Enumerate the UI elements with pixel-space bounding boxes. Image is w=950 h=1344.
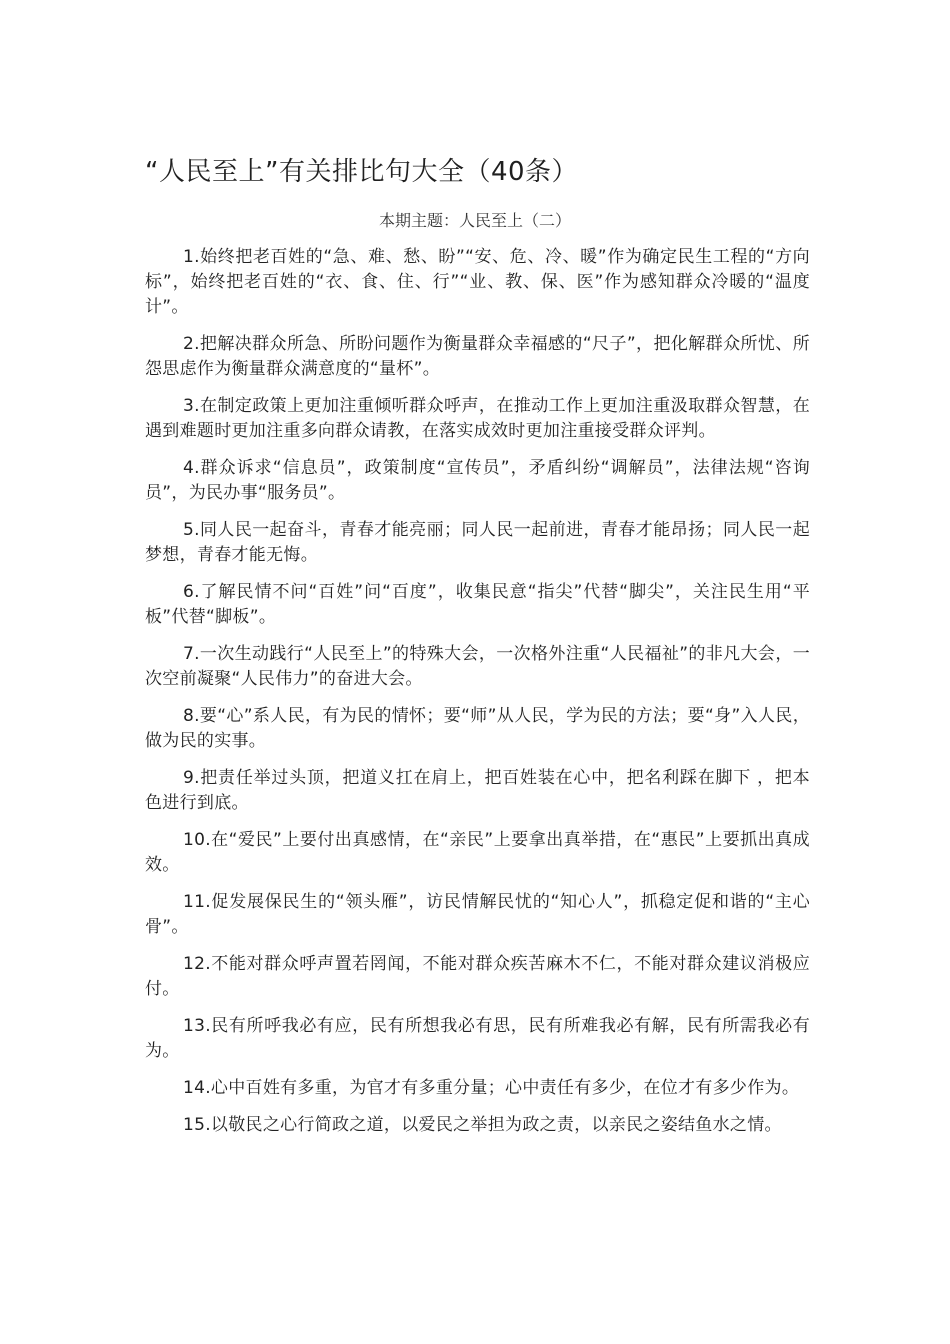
paragraph-2: 2.把解决群众所急、所盼问题作为衡量群众幸福感的“尺子”，把化解群众所忧、所怨思虑作为衡量群众满意度的“量杯”。 bbox=[145, 334, 810, 379]
document-title: “人民至上”有关排比句大全（40条） bbox=[145, 157, 579, 187]
paragraph-12: 12.不能对群众呼声置若罔闻，不能对群众疾苦麻木不仁，不能对群众建议消极应付。 bbox=[145, 954, 810, 999]
paragraph-1: 1.始终把老百姓的“急、难、愁、盼”“安、危、冷、暖”作为确定民生工程的“方向标”，始终把老百姓的“衣、食、住、行”“业、教、保、医”作为感知群众冷暖的“温度计”。 bbox=[145, 247, 810, 317]
paragraph-5: 5.同人民一起奋斗，青春才能亮丽；同人民一起前进，青春才能昂扬；同人民一起梦想，青春才能无悔。 bbox=[145, 520, 810, 565]
paragraph-6: 6.了解民情不问“百姓”问“百度”，收集民意“指尖”代替“脚尖”，关注民生用“平板”代替“脚板”。 bbox=[145, 582, 810, 627]
document-subtitle: 本期主题：人民至上（二） bbox=[378, 211, 571, 230]
paragraph-14: 14.心中百姓有多重，为官才有多重分量；心中责任有多少，在位才有多少作为。 bbox=[183, 1078, 800, 1098]
paragraph-7: 7.一次生动践行“人民至上”的特殊大会，一次格外注重“人民福祉”的非凡大会，一次空前凝聚“人民伟力”的奋进大会。 bbox=[145, 644, 810, 689]
paragraph-3: 3.在制定政策上更加注重倾听群众呼声，在推动工作上更加注重汲取群众智慧，在遇到难题时更加注重多向群众请教，在落实成效时更加注重接受群众评判。 bbox=[145, 396, 810, 441]
paragraph-10: 10.在“爱民”上要付出真感情，在“亲民”上要拿出真举措，在“惠民”上要抓出真成效。 bbox=[145, 830, 810, 875]
paragraph-11: 11.促发展保民生的“领头雁”，访民情解民忧的“知心人”，抓稳定促和谐的“主心骨”。 bbox=[145, 892, 810, 937]
paragraph-4: 4.群众诉求“信息员”，政策制度“宣传员”，矛盾纠纷“调解员”，法律法规“咨询员”，为民办事“服务员”。 bbox=[145, 458, 810, 503]
document-body bbox=[145, 245, 810, 1150]
paragraph-13: 13.民有所呼我必有应，民有所想我必有思，民有所难我必有解，民有所需我必有为。 bbox=[145, 1016, 810, 1061]
paragraph-9: 9.把责任举过头顶，把道义扛在肩上，把百姓装在心中，把名利踩在脚下 ，把本色进行到底。 bbox=[145, 768, 810, 813]
paragraph-15: 15.以敬民之心行简政之道，以爱民之举担为政之责，以亲民之姿结鱼水之情。 bbox=[183, 1115, 782, 1135]
paragraph-8: 8.要“心”系人民，有为民的情怀；要“师”从人民，学为民的方法；要“身”入人民，做为民的实事。 bbox=[145, 706, 810, 751]
